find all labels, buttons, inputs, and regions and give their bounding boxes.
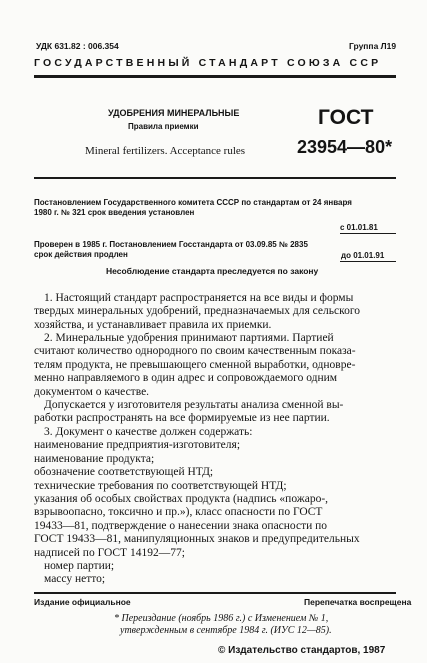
- text-line: работки распространять на все формируемые из нее партии.: [34, 412, 330, 425]
- decree-line: Постановлением Государственного комитета СССР по стандартам от 24 января: [34, 198, 352, 207]
- doc-title: УДОБРЕНИЯ МИНЕРАЛЬНЫЕ: [108, 108, 240, 118]
- text-line: наименование предприятия-изготовителя;: [34, 439, 241, 452]
- paragraph-2: [34, 332, 396, 399]
- decree-date-rule: [340, 233, 396, 234]
- check-text: [34, 240, 308, 260]
- text-line: технические требования по соответствующей НТД;: [34, 479, 287, 492]
- text-line: номер партии;: [44, 560, 115, 572]
- text-line: хозяйства, и устанавливает правила их приемки.: [34, 318, 272, 331]
- doc-title-english: Mineral fertilizers. Acceptance rules: [85, 145, 246, 157]
- reissue-note: [114, 613, 332, 637]
- group-code: Группа Л19: [349, 41, 397, 51]
- text-line: считают количество однородного по своим качественным показа-: [34, 345, 356, 358]
- paragraph-allowed: [34, 399, 396, 426]
- text-line: 19433—81, подтверждение о нанесении знака опасности по: [34, 519, 328, 532]
- text-line: ГОСТ 19433—81, манипуляционных знаков и предупредительных: [34, 533, 360, 546]
- text-line: надписей по ГОСТ 14192—77;: [34, 546, 185, 559]
- standard-banner: ГОСУДАРСТВЕННЫЙ СТАНДАРТ СОЮЗА ССР: [34, 57, 382, 69]
- decree-line: 1980 г. № 321 срок введения установлен: [34, 208, 195, 217]
- reissue-line: * Переиздание (ноябрь 1986 г.) с Изменением № 1,: [114, 613, 329, 624]
- text-line: взрывоопасно, токсично и пр.»), класс опасности по ГОСТ: [34, 506, 323, 519]
- check-line: Проверен в 1985 г. Постановлением Госстандарта от 03.09.85 № 2835: [34, 240, 308, 249]
- paragraph-3: [34, 426, 396, 493]
- text-line: указания об особых свойствах продукта (надпись «пожаро-,: [34, 493, 329, 505]
- banner-rule: [34, 75, 396, 78]
- text-line: 2. Минеральные удобрения принимают партиями. Партией: [44, 332, 334, 344]
- gost-number: 23954—80*: [297, 137, 393, 157]
- doc-subtitle: Правила приемки: [128, 122, 199, 131]
- text-line: менно направляемого в один адрес и сопровождаемого одним: [34, 372, 338, 385]
- validity-date-rule: [340, 261, 396, 262]
- title-rule: [34, 177, 396, 179]
- gost-label: ГОСТ: [318, 106, 374, 129]
- text-line: твердых минеральных удобрений, предназначаемых для сельского: [34, 305, 361, 318]
- text-line: массу нетто;: [44, 573, 106, 586]
- udk-code: УДК 631.82 : 006.354: [36, 41, 119, 51]
- text-line: Допускается у изготовителя результаты анализа сменной вы-: [44, 399, 344, 411]
- reissue-line: утвержденным в сентябре 1984 г. (ИУС 12—85).: [120, 625, 332, 636]
- decree-text: [34, 198, 352, 218]
- text-line: документом о качестве.: [34, 385, 150, 398]
- text-line: телям продукта, не превышающего сменной выработки, одновре-: [34, 358, 356, 371]
- paragraph-3-details: [34, 493, 396, 560]
- reprint-notice: Перепечатка воспрещена: [304, 597, 412, 607]
- publisher-copyright: © Издательство стандартов, 1987: [218, 645, 386, 656]
- text-line: 3. Документ о качестве должен содержать:: [44, 426, 253, 438]
- check-line: срок действия продлен: [34, 250, 128, 259]
- paragraph-1: [34, 292, 396, 332]
- text-line: 1. Настоящий стандарт распространяется на все виды и формы: [44, 292, 354, 304]
- prosecution-notice: Несоблюдение стандарта преследуется по закону: [106, 266, 319, 276]
- paragraph-3-items: [34, 560, 396, 587]
- validity-date: до 01.01.91: [341, 251, 385, 260]
- footer-rule: [34, 592, 396, 594]
- edition-label: Издание официальное: [34, 597, 131, 607]
- text-line: наименование продукта;: [34, 452, 155, 465]
- text-line: обозначение соответствующей НТД;: [34, 466, 214, 479]
- decree-date: с 01.01.81: [340, 223, 378, 232]
